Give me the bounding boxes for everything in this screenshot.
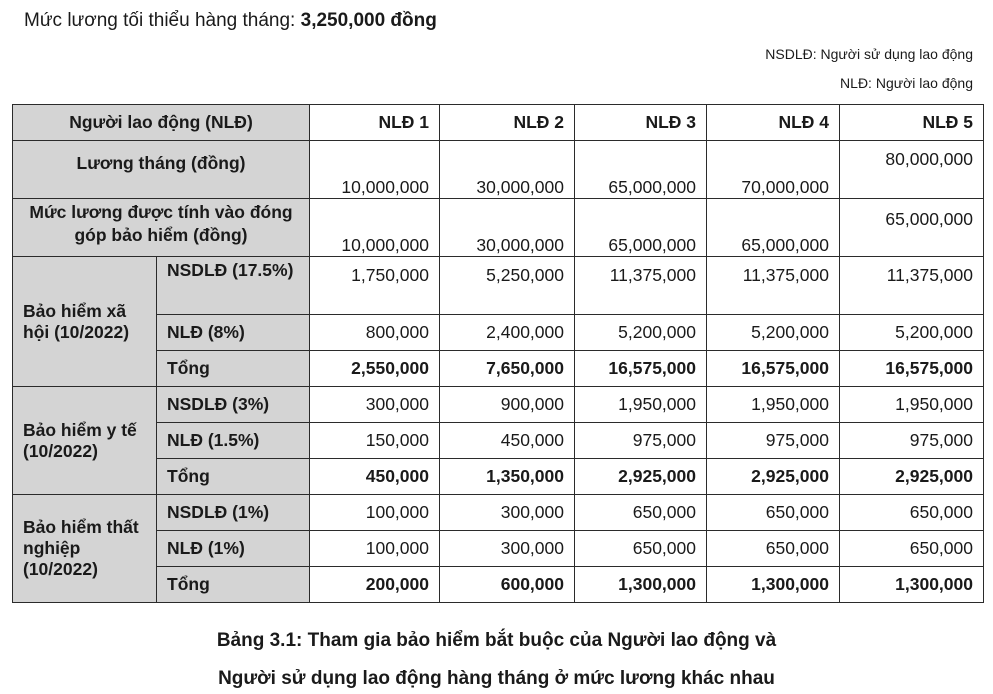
cell: 1,350,000 bbox=[440, 459, 575, 495]
header-label: Người lao động (NLĐ) bbox=[13, 105, 310, 141]
table-row bbox=[13, 495, 984, 531]
row-label: NLĐ (8%) bbox=[157, 315, 310, 351]
insured-salary-value: 30,000,000 bbox=[440, 199, 575, 257]
cell: 900,000 bbox=[440, 387, 575, 423]
cell: 300,000 bbox=[440, 495, 575, 531]
cell: 7,650,000 bbox=[440, 351, 575, 387]
col-nld-3: NLĐ 3 bbox=[575, 105, 707, 141]
cell: 5,250,000 bbox=[440, 257, 575, 315]
row-label: Tổng bbox=[157, 459, 310, 495]
group-label-health: Bảo hiểm y tế (10/2022) bbox=[13, 387, 157, 495]
cell: 1,300,000 bbox=[707, 567, 840, 603]
table-row bbox=[13, 315, 984, 351]
cell: 300,000 bbox=[440, 531, 575, 567]
salary-label: Lương tháng (đồng) bbox=[13, 141, 310, 199]
col-nld-5: NLĐ 5 bbox=[840, 105, 984, 141]
cell: 11,375,000 bbox=[575, 257, 707, 315]
cell: 1,300,000 bbox=[840, 567, 984, 603]
cell: 1,950,000 bbox=[575, 387, 707, 423]
cell: 650,000 bbox=[707, 531, 840, 567]
salary-value: 30,000,000 bbox=[440, 141, 575, 199]
col-nld-4: NLĐ 4 bbox=[707, 105, 840, 141]
row-label: NSDLĐ (1%) bbox=[157, 495, 310, 531]
salary-row bbox=[13, 141, 984, 199]
row-label: Tổng bbox=[157, 351, 310, 387]
cell: 2,925,000 bbox=[840, 459, 984, 495]
cell: 5,200,000 bbox=[840, 315, 984, 351]
cell: 1,950,000 bbox=[840, 387, 984, 423]
group-label-social: Bảo hiểm xã hội (10/2022) bbox=[13, 257, 157, 387]
cell: 650,000 bbox=[840, 495, 984, 531]
insured-salary-value: 65,000,000 bbox=[575, 199, 707, 257]
row-label: Tổng bbox=[157, 567, 310, 603]
cell: 975,000 bbox=[707, 423, 840, 459]
insured-salary-label: Mức lương được tính vào đóng góp bảo hiểm (đồng) bbox=[13, 199, 310, 257]
col-nld-1: NLĐ 1 bbox=[310, 105, 440, 141]
table-caption-line-1: Bảng 3.1: Tham gia bảo hiểm bắt buộc của Người lao động và bbox=[216, 630, 777, 651]
cell: 975,000 bbox=[575, 423, 707, 459]
insured-salary-value: 10,000,000 bbox=[310, 199, 440, 257]
legend-employer: NSDLĐ: Người sử dụng lao động bbox=[765, 46, 973, 62]
total-row bbox=[13, 459, 984, 495]
total-row bbox=[13, 351, 984, 387]
table-row bbox=[13, 257, 984, 315]
cell: 650,000 bbox=[707, 495, 840, 531]
cell: 150,000 bbox=[310, 423, 440, 459]
insured-salary-row bbox=[13, 199, 984, 257]
cell: 16,575,000 bbox=[707, 351, 840, 387]
cell: 2,400,000 bbox=[440, 315, 575, 351]
row-label: NLĐ (1%) bbox=[157, 531, 310, 567]
cell: 650,000 bbox=[575, 531, 707, 567]
header-row bbox=[13, 105, 984, 141]
cell: 800,000 bbox=[310, 315, 440, 351]
insurance-table bbox=[12, 104, 984, 603]
minimum-wage-label: Mức lương tối thiểu hàng tháng: bbox=[24, 10, 301, 31]
cell: 1,300,000 bbox=[575, 567, 707, 603]
cell: 11,375,000 bbox=[707, 257, 840, 315]
cell: 1,950,000 bbox=[707, 387, 840, 423]
row-label: NSDLĐ (17.5%) bbox=[157, 257, 310, 315]
cell: 600,000 bbox=[440, 567, 575, 603]
row-label: NLĐ (1.5%) bbox=[157, 423, 310, 459]
cell: 200,000 bbox=[310, 567, 440, 603]
total-row bbox=[13, 567, 984, 603]
cell: 100,000 bbox=[310, 531, 440, 567]
cell: 975,000 bbox=[840, 423, 984, 459]
cell: 2,925,000 bbox=[707, 459, 840, 495]
minimum-wage-line bbox=[24, 10, 437, 32]
cell: 450,000 bbox=[310, 459, 440, 495]
cell: 5,200,000 bbox=[575, 315, 707, 351]
minimum-wage-value: 3,250,000 đồng bbox=[300, 10, 437, 31]
table-row bbox=[13, 387, 984, 423]
salary-value: 65,000,000 bbox=[575, 141, 707, 199]
col-nld-2: NLĐ 2 bbox=[440, 105, 575, 141]
group-label-unemployment: Bảo hiểm thất nghiệp (10/2022) bbox=[13, 495, 157, 603]
row-label: NSDLĐ (3%) bbox=[157, 387, 310, 423]
table-row bbox=[13, 423, 984, 459]
cell: 300,000 bbox=[310, 387, 440, 423]
legend-employee: NLĐ: Người lao động bbox=[840, 75, 973, 91]
insured-salary-value: 65,000,000 bbox=[707, 199, 840, 257]
insured-salary-value: 65,000,000 bbox=[840, 199, 984, 257]
cell: 11,375,000 bbox=[840, 257, 984, 315]
cell: 100,000 bbox=[310, 495, 440, 531]
salary-value: 70,000,000 bbox=[707, 141, 840, 199]
cell: 16,575,000 bbox=[575, 351, 707, 387]
cell: 2,550,000 bbox=[310, 351, 440, 387]
cell: 650,000 bbox=[840, 531, 984, 567]
cell: 1,750,000 bbox=[310, 257, 440, 315]
cell: 16,575,000 bbox=[840, 351, 984, 387]
salary-value: 10,000,000 bbox=[310, 141, 440, 199]
cell: 5,200,000 bbox=[707, 315, 840, 351]
cell: 450,000 bbox=[440, 423, 575, 459]
salary-value: 80,000,000 bbox=[840, 141, 984, 199]
table-caption-line-2: Người sử dụng lao động hàng tháng ở mức lương khác nhau bbox=[218, 668, 775, 689]
cell: 2,925,000 bbox=[575, 459, 707, 495]
cell: 650,000 bbox=[575, 495, 707, 531]
table-row bbox=[13, 531, 984, 567]
